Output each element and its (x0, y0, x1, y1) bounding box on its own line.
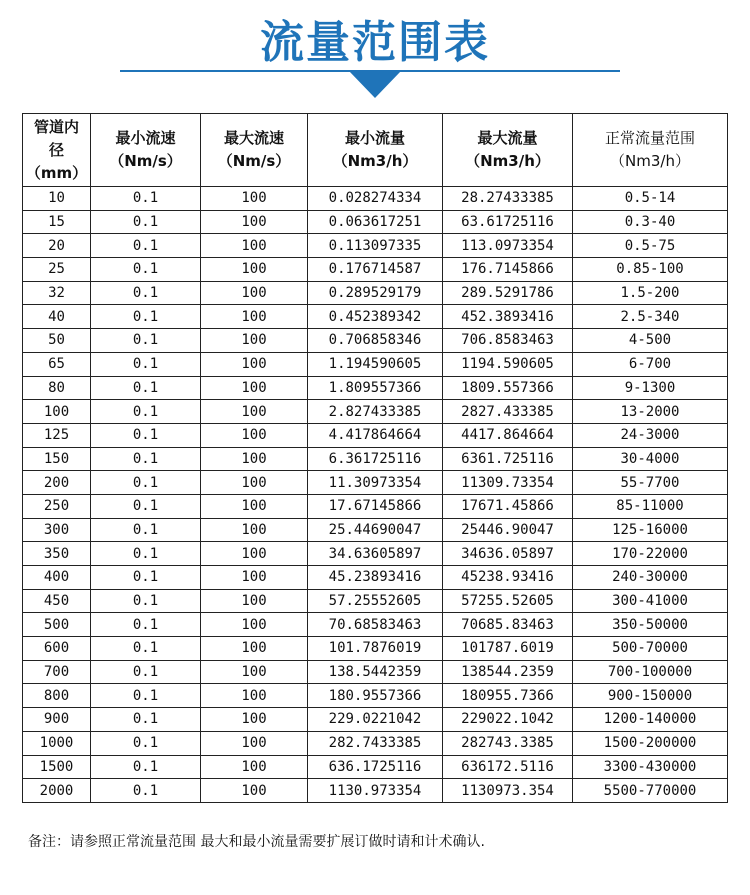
cell-pipe-diameter: 20 (23, 234, 91, 258)
header-pipe-diameter: 管道内 径（mm） (23, 114, 91, 187)
cell-max-flow: 63.61725116 (443, 210, 573, 234)
header-normal-range: 正常流量范围 （Nm3/h） (573, 114, 728, 187)
cell-min-flow: 1.809557366 (308, 376, 443, 400)
cell-max-flow: 17671.45866 (443, 494, 573, 518)
cell-normal-range: 170-22000 (573, 542, 728, 566)
cell-min-velocity: 0.1 (91, 305, 201, 329)
cell-min-flow: 636.1725116 (308, 755, 443, 779)
cell-normal-range: 30-4000 (573, 447, 728, 471)
cell-normal-range: 13-2000 (573, 400, 728, 424)
table-row (23, 234, 728, 258)
cell-min-velocity: 0.1 (91, 542, 201, 566)
cell-min-flow: 25.44690047 (308, 518, 443, 542)
cell-min-flow: 1.194590605 (308, 352, 443, 376)
cell-max-velocity: 100 (201, 423, 308, 447)
cell-pipe-diameter: 100 (23, 400, 91, 424)
cell-min-velocity: 0.1 (91, 329, 201, 353)
cell-min-velocity: 0.1 (91, 423, 201, 447)
cell-max-flow: 289.5291786 (443, 281, 573, 305)
cell-normal-range: 0.3-40 (573, 210, 728, 234)
cell-max-velocity: 100 (201, 234, 308, 258)
table-row (23, 258, 728, 282)
cell-normal-range: 500-70000 (573, 637, 728, 661)
cell-pipe-diameter: 300 (23, 518, 91, 542)
cell-min-velocity: 0.1 (91, 210, 201, 234)
cell-max-velocity: 100 (201, 613, 308, 637)
cell-max-flow: 45238.93416 (443, 566, 573, 590)
table-row (23, 305, 728, 329)
cell-max-flow: 2827.433385 (443, 400, 573, 424)
cell-normal-range: 0.85-100 (573, 258, 728, 282)
cell-max-velocity: 100 (201, 566, 308, 590)
cell-normal-range: 6-700 (573, 352, 728, 376)
footnote: 备注：请参照正常流量范围 最大和最小流量需要扩展订做时请和计术确认. (28, 834, 485, 850)
cell-min-flow: 229.0221042 (308, 708, 443, 732)
table-row (23, 187, 728, 211)
cell-min-velocity: 0.1 (91, 518, 201, 542)
cell-max-velocity: 100 (201, 187, 308, 211)
cell-min-velocity: 0.1 (91, 566, 201, 590)
cell-pipe-diameter: 1000 (23, 731, 91, 755)
cell-pipe-diameter: 500 (23, 613, 91, 637)
cell-max-flow: 6361.725116 (443, 447, 573, 471)
table-row (23, 589, 728, 613)
cell-min-flow: 17.67145866 (308, 494, 443, 518)
cell-min-flow: 1130.973354 (308, 779, 443, 803)
cell-pipe-diameter: 2000 (23, 779, 91, 803)
cell-max-flow: 452.3893416 (443, 305, 573, 329)
cell-max-flow: 101787.6019 (443, 637, 573, 661)
cell-max-velocity: 100 (201, 305, 308, 329)
table-row (23, 494, 728, 518)
cell-min-flow: 2.827433385 (308, 400, 443, 424)
cell-normal-range: 5500-770000 (573, 779, 728, 803)
cell-max-flow: 57255.52605 (443, 589, 573, 613)
cell-max-velocity: 100 (201, 731, 308, 755)
cell-max-velocity: 100 (201, 494, 308, 518)
cell-max-flow: 34636.05897 (443, 542, 573, 566)
table-row (23, 376, 728, 400)
cell-normal-range: 0.5-75 (573, 234, 728, 258)
table-row (23, 755, 728, 779)
cell-max-flow: 1809.557366 (443, 376, 573, 400)
cell-min-velocity: 0.1 (91, 187, 201, 211)
table-row (23, 471, 728, 495)
cell-normal-range: 9-1300 (573, 376, 728, 400)
cell-min-velocity: 0.1 (91, 684, 201, 708)
cell-pipe-diameter: 15 (23, 210, 91, 234)
cell-normal-range: 900-150000 (573, 684, 728, 708)
cell-max-velocity: 100 (201, 589, 308, 613)
cell-pipe-diameter: 10 (23, 187, 91, 211)
cell-normal-range: 300-41000 (573, 589, 728, 613)
cell-pipe-diameter: 700 (23, 660, 91, 684)
cell-normal-range: 240-30000 (573, 566, 728, 590)
table-row (23, 708, 728, 732)
cell-normal-range: 350-50000 (573, 613, 728, 637)
cell-max-velocity: 100 (201, 210, 308, 234)
cell-min-flow: 11.30973354 (308, 471, 443, 495)
cell-normal-range: 3300-430000 (573, 755, 728, 779)
cell-max-flow: 180955.7366 (443, 684, 573, 708)
table-row (23, 352, 728, 376)
table-row (23, 684, 728, 708)
cell-pipe-diameter: 50 (23, 329, 91, 353)
table-row (23, 210, 728, 234)
cell-max-velocity: 100 (201, 447, 308, 471)
cell-min-flow: 101.7876019 (308, 637, 443, 661)
cell-min-flow: 34.63605897 (308, 542, 443, 566)
cell-max-velocity: 100 (201, 258, 308, 282)
cell-max-flow: 138544.2359 (443, 660, 573, 684)
cell-pipe-diameter: 150 (23, 447, 91, 471)
cell-max-flow: 176.7145866 (443, 258, 573, 282)
cell-pipe-diameter: 80 (23, 376, 91, 400)
cell-min-velocity: 0.1 (91, 447, 201, 471)
cell-normal-range: 700-100000 (573, 660, 728, 684)
cell-min-velocity: 0.1 (91, 234, 201, 258)
cell-min-velocity: 0.1 (91, 281, 201, 305)
cell-max-flow: 706.8583463 (443, 329, 573, 353)
cell-min-flow: 180.9557366 (308, 684, 443, 708)
cell-max-flow: 25446.90047 (443, 518, 573, 542)
cell-min-velocity: 0.1 (91, 352, 201, 376)
cell-min-flow: 4.417864664 (308, 423, 443, 447)
cell-max-flow: 229022.1042 (443, 708, 573, 732)
cell-pipe-diameter: 125 (23, 423, 91, 447)
cell-max-velocity: 100 (201, 352, 308, 376)
table-body (23, 187, 728, 803)
cell-max-flow: 11309.73354 (443, 471, 573, 495)
cell-max-velocity: 100 (201, 637, 308, 661)
table-row (23, 542, 728, 566)
cell-min-flow: 0.289529179 (308, 281, 443, 305)
cell-pipe-diameter: 32 (23, 281, 91, 305)
cell-normal-range: 0.5-14 (573, 187, 728, 211)
cell-pipe-diameter: 450 (23, 589, 91, 613)
cell-pipe-diameter: 1500 (23, 755, 91, 779)
cell-min-flow: 6.361725116 (308, 447, 443, 471)
cell-pipe-diameter: 65 (23, 352, 91, 376)
cell-max-velocity: 100 (201, 708, 308, 732)
cell-max-flow: 282743.3385 (443, 731, 573, 755)
cell-min-velocity: 0.1 (91, 755, 201, 779)
cell-normal-range: 1.5-200 (573, 281, 728, 305)
cell-min-flow: 0.176714587 (308, 258, 443, 282)
cell-pipe-diameter: 25 (23, 258, 91, 282)
cell-max-flow: 70685.83463 (443, 613, 573, 637)
page-title: 流量范围表 (260, 17, 490, 68)
cell-pipe-diameter: 900 (23, 708, 91, 732)
table-row (23, 518, 728, 542)
table-header-row (23, 114, 728, 187)
cell-normal-range: 85-11000 (573, 494, 728, 518)
header-min-flow: 最小流量 （Nm3/h） (308, 114, 443, 187)
cell-max-velocity: 100 (201, 518, 308, 542)
cell-min-velocity: 0.1 (91, 400, 201, 424)
cell-min-velocity: 0.1 (91, 660, 201, 684)
cell-normal-range: 1500-200000 (573, 731, 728, 755)
cell-min-flow: 70.68583463 (308, 613, 443, 637)
cell-min-flow: 57.25552605 (308, 589, 443, 613)
table-row (23, 613, 728, 637)
cell-min-velocity: 0.1 (91, 258, 201, 282)
cell-normal-range: 55-7700 (573, 471, 728, 495)
table-row (23, 281, 728, 305)
cell-min-velocity: 0.1 (91, 376, 201, 400)
cell-pipe-diameter: 40 (23, 305, 91, 329)
cell-min-flow: 0.452389342 (308, 305, 443, 329)
cell-min-flow: 0.063617251 (308, 210, 443, 234)
cell-min-flow: 45.23893416 (308, 566, 443, 590)
table-row (23, 329, 728, 353)
cell-normal-range: 24-3000 (573, 423, 728, 447)
cell-pipe-diameter: 600 (23, 637, 91, 661)
cell-min-flow: 282.7433385 (308, 731, 443, 755)
cell-min-flow: 0.706858346 (308, 329, 443, 353)
cell-max-flow: 113.0973354 (443, 234, 573, 258)
cell-max-velocity: 100 (201, 684, 308, 708)
cell-normal-range: 2.5-340 (573, 305, 728, 329)
title-arrow-icon (349, 71, 401, 98)
cell-pipe-diameter: 350 (23, 542, 91, 566)
cell-min-velocity: 0.1 (91, 613, 201, 637)
cell-min-velocity: 0.1 (91, 779, 201, 803)
table-row (23, 779, 728, 803)
flow-range-table (22, 113, 728, 803)
cell-min-flow: 138.5442359 (308, 660, 443, 684)
table-row (23, 423, 728, 447)
cell-min-velocity: 0.1 (91, 708, 201, 732)
cell-pipe-diameter: 200 (23, 471, 91, 495)
cell-normal-range: 4-500 (573, 329, 728, 353)
header-min-velocity: 最小流速 （Nm/s） (91, 114, 201, 187)
cell-min-flow: 0.028274334 (308, 187, 443, 211)
cell-pipe-diameter: 400 (23, 566, 91, 590)
table-row (23, 400, 728, 424)
table-row (23, 566, 728, 590)
header-max-flow: 最大流量 （Nm3/h） (443, 114, 573, 187)
cell-min-velocity: 0.1 (91, 494, 201, 518)
cell-max-velocity: 100 (201, 542, 308, 566)
cell-normal-range: 125-16000 (573, 518, 728, 542)
cell-max-flow: 1130973.354 (443, 779, 573, 803)
cell-max-velocity: 100 (201, 779, 308, 803)
cell-pipe-diameter: 800 (23, 684, 91, 708)
cell-max-flow: 636172.5116 (443, 755, 573, 779)
cell-max-flow: 28.27433385 (443, 187, 573, 211)
cell-max-velocity: 100 (201, 660, 308, 684)
cell-max-velocity: 100 (201, 471, 308, 495)
cell-max-flow: 1194.590605 (443, 352, 573, 376)
header-max-velocity: 最大流速 （Nm/s） (201, 114, 308, 187)
table-row (23, 637, 728, 661)
table-row (23, 731, 728, 755)
table-row (23, 660, 728, 684)
cell-min-flow: 0.113097335 (308, 234, 443, 258)
table-row (23, 447, 728, 471)
cell-min-velocity: 0.1 (91, 471, 201, 495)
cell-min-velocity: 0.1 (91, 731, 201, 755)
cell-max-velocity: 100 (201, 400, 308, 424)
cell-max-velocity: 100 (201, 329, 308, 353)
cell-max-velocity: 100 (201, 376, 308, 400)
cell-normal-range: 1200-140000 (573, 708, 728, 732)
cell-min-velocity: 0.1 (91, 589, 201, 613)
cell-max-flow: 4417.864664 (443, 423, 573, 447)
cell-pipe-diameter: 250 (23, 494, 91, 518)
cell-min-velocity: 0.1 (91, 637, 201, 661)
cell-max-velocity: 100 (201, 755, 308, 779)
cell-max-velocity: 100 (201, 281, 308, 305)
